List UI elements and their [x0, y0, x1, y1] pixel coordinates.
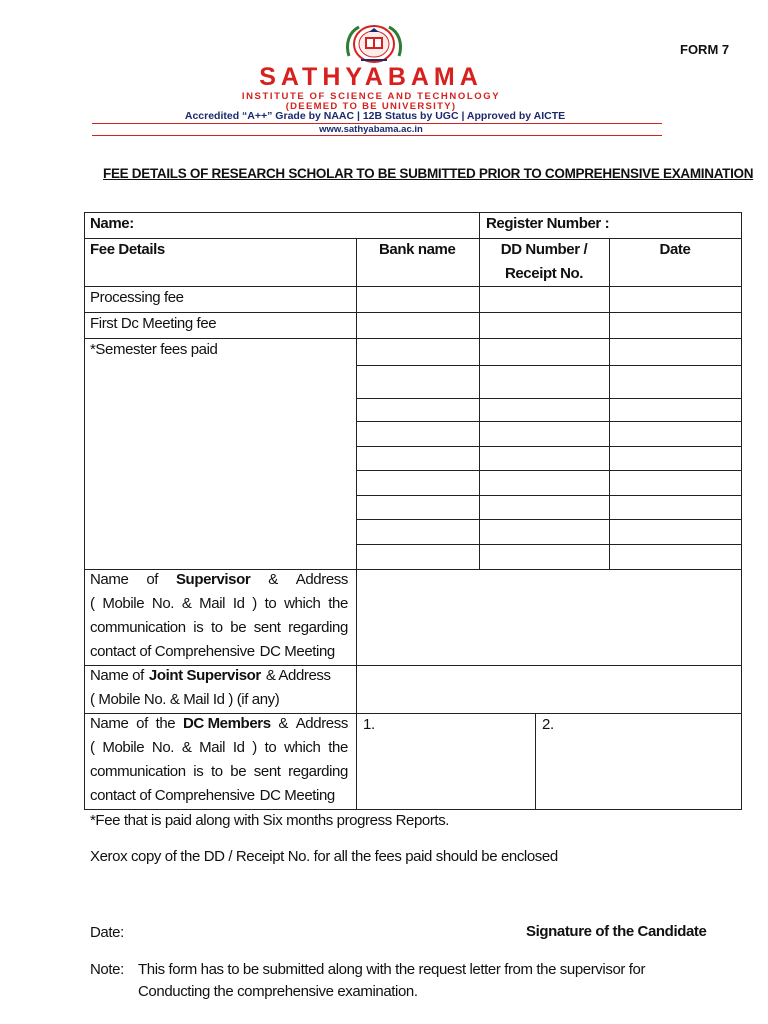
name-label: Name: [90, 215, 134, 232]
fee-details-header: Fee Details [90, 241, 165, 258]
processing-fee-label: Processing fee [90, 289, 184, 306]
note-line-2: Conducting the comprehensive examination. [138, 983, 418, 1000]
xerox-note: Xerox copy of the DD / Receipt No. for all the fees paid should be enclosed [90, 848, 558, 865]
university-emblem-icon [343, 22, 405, 66]
dc-members-label: Name of the DC Members & Address ( Mobile No. & Mail Id ) to which the communication is to be sent regarding contact of Comprehensive DC Meeting [90, 715, 348, 804]
first-dc-meeting-fee-label: First Dc Meeting fee [90, 315, 217, 332]
date-header: Date [659, 241, 691, 258]
receipt-no-header: Receipt No. [504, 265, 584, 282]
website-link[interactable]: www.sathyabama.ac.in [319, 124, 423, 135]
document-title: FEE DETAILS OF RESEARCH SCHOLAR TO BE SUBMITTED PRIOR TO COMPREHENSIVE EXAMINATION [103, 166, 754, 181]
joint-supervisor-label: Name of Joint Supervisor & Address ( Mobile No. & Mail Id ) (if any) [90, 667, 331, 708]
bank-name-header: Bank name [379, 241, 456, 258]
header-rule-bottom [92, 135, 662, 136]
note-line-1: This form has to be submitted along with the request letter from the supervisor for [138, 961, 646, 978]
institute-name: SATHYABAMA [259, 63, 483, 91]
accreditation-line: Accredited “A++” Grade by NAAC | 12B Status by UGC | Approved by AICTE [184, 110, 566, 122]
institute-status: (DEEMED TO BE UNIVERSITY) [285, 101, 457, 112]
register-number-label: Register Number : [486, 215, 610, 232]
fee-note: *Fee that is paid along with Six months progress Reports. [90, 812, 450, 829]
note-label: Note: [90, 961, 124, 978]
form-number: FORM 7 [680, 42, 730, 57]
dd-number-header: DD Number / [500, 241, 588, 258]
dc-member-1-field[interactable]: 1. [363, 716, 375, 733]
dc-member-2-field[interactable]: 2. [542, 716, 554, 733]
date-label: Date: [90, 924, 124, 941]
supervisor-label: Name of Supervisor & Address ( Mobile No. & Mail Id ) to which the communication is to be sent regarding contact of Comprehensive DC Meeting [90, 571, 348, 660]
signature-label: Signature of the Candidate [526, 923, 707, 940]
semester-fees-label: *Semester fees paid [90, 341, 218, 358]
institute-subtitle: INSTITUTE OF SCIENCE AND TECHNOLOGY [241, 91, 501, 102]
